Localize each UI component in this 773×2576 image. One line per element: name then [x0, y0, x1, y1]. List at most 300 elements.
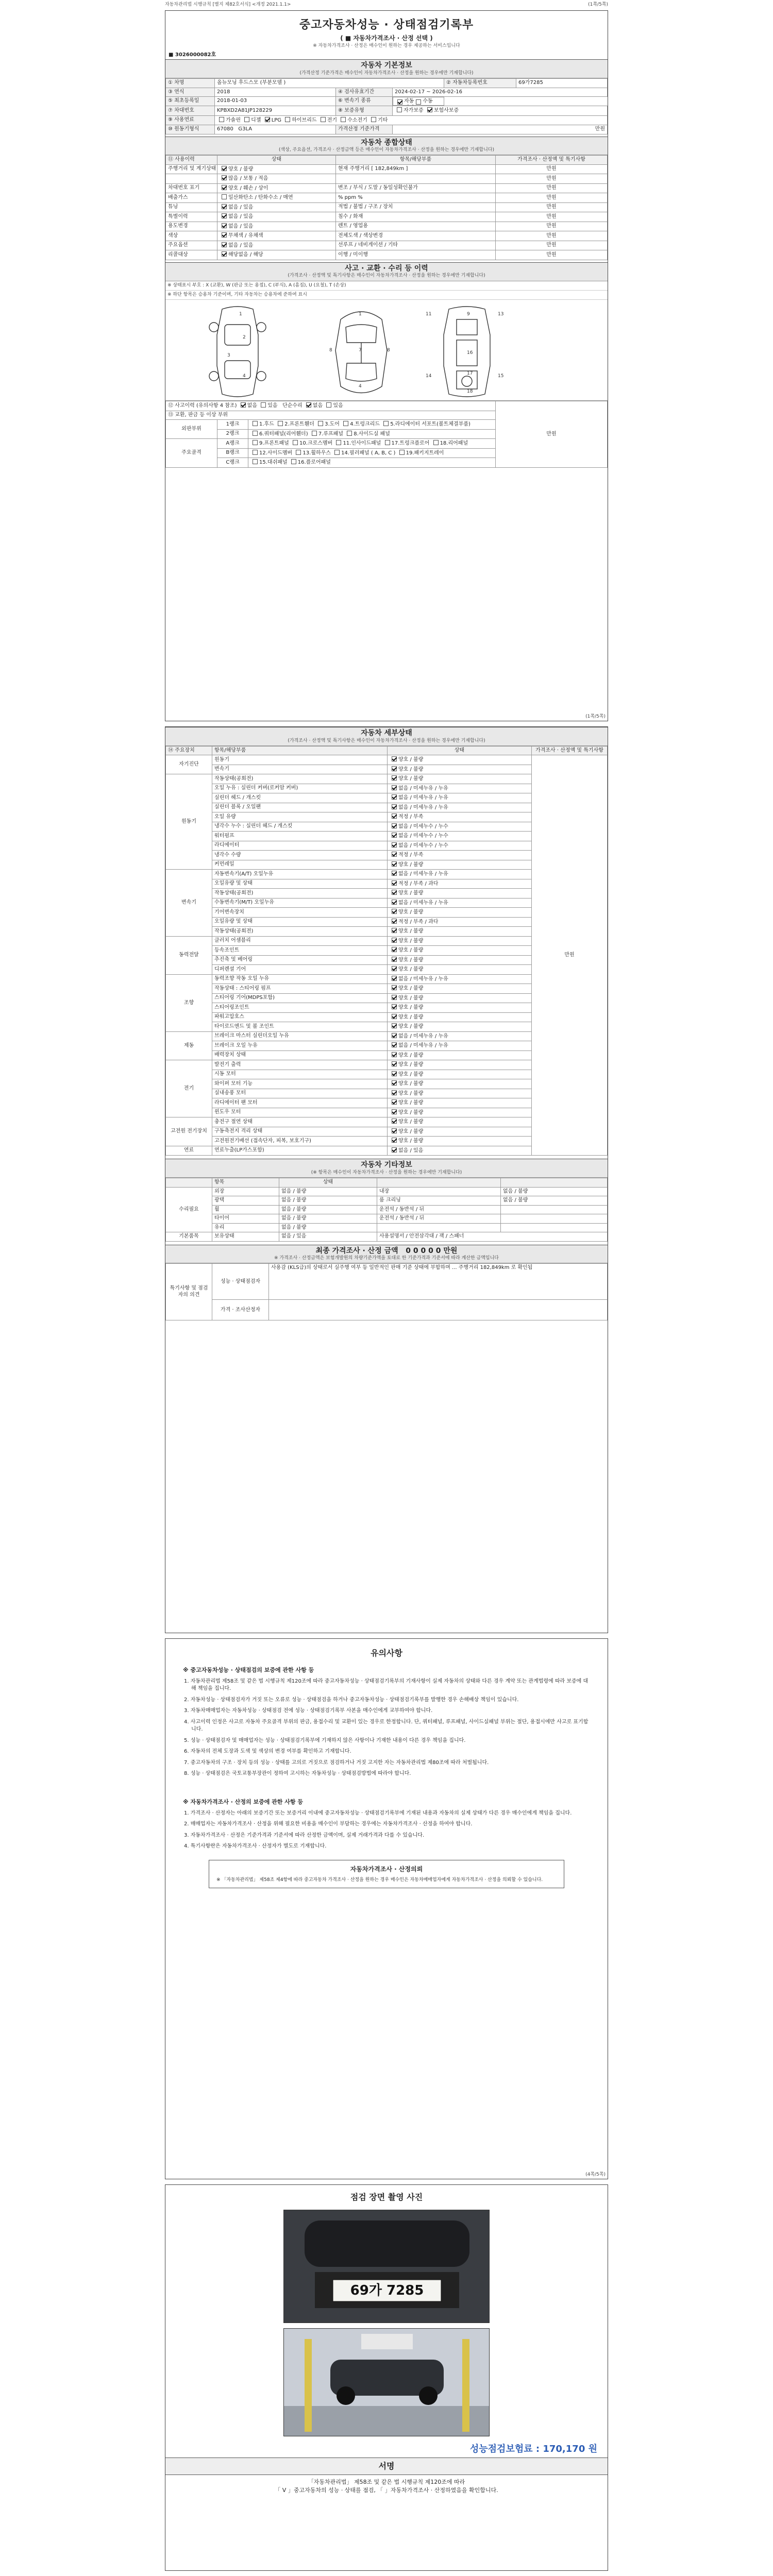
checkbox	[392, 919, 397, 924]
general-status-title: 자동차 종합상태	[361, 138, 412, 147]
detail-price-unit: 만원	[532, 755, 608, 1156]
car-diagram-svg	[165, 300, 608, 401]
general-row-item: 주요옵션	[166, 241, 217, 250]
checkbox	[392, 775, 397, 781]
detail-status	[388, 1117, 532, 1127]
opinion-label: 특기사항 및 점검자의 의견	[166, 1264, 212, 1320]
status-text: 적정 / 부족 / 과다	[398, 880, 439, 887]
svg-text:18: 18	[467, 389, 473, 394]
vin-value: KPBXD2A81JP128229	[215, 106, 336, 116]
svg-text:8: 8	[387, 348, 390, 353]
detail-status	[388, 908, 532, 918]
checkbox	[392, 957, 397, 962]
detail-item: 냉각수 누수 : 실린더 헤드 / 개스킷	[212, 822, 388, 832]
transmission-label: ⑥ 변속기 종류	[336, 97, 393, 106]
checkbox	[296, 450, 301, 455]
checkbox	[383, 421, 389, 426]
detail-item: 실내송풍 모터	[212, 1089, 388, 1098]
status-text: 양호 / 불량	[398, 890, 424, 896]
checkbox	[219, 117, 224, 122]
checkbox	[312, 431, 317, 436]
page-3-number: (4쪽/5쪽)	[585, 2172, 606, 2177]
motor-label: ⑩ 원동기형식	[166, 125, 215, 134]
svg-text:9: 9	[467, 312, 470, 317]
rank-1: 1랭크	[217, 420, 248, 430]
detail-group: 제동	[166, 1031, 212, 1060]
checkbox	[253, 440, 258, 445]
col-status: 상태	[388, 746, 532, 755]
status-text: 양호 / 불량	[228, 166, 254, 172]
checkbox	[399, 450, 405, 455]
detail-item: 추진축 및 베어링	[212, 955, 388, 965]
part: 8.사이드실 패널	[354, 431, 390, 437]
part: 18.리어패널	[440, 440, 468, 446]
status-text: 양호 / 불량	[398, 766, 424, 772]
fuel-label: ⑨ 사용연료	[166, 115, 215, 125]
checkbox	[341, 117, 346, 122]
status-text: 적정 / 부족	[398, 852, 424, 858]
opt: 수소전기	[347, 117, 367, 123]
detail-status	[388, 993, 532, 1003]
checkbox	[392, 938, 397, 943]
price-value: 170,170 원	[543, 2444, 597, 2454]
detail-item: 커먼레일	[212, 860, 388, 870]
opt: 없음	[312, 403, 323, 409]
opt: 전기	[327, 117, 338, 123]
status-text: 양호 / 불량	[398, 947, 424, 954]
general-row-detail: 침수 / 화재	[336, 212, 496, 222]
col-item: 항목/해당부품	[212, 746, 388, 755]
status-text: 양호 / 불량	[398, 1100, 424, 1106]
opt: 수동	[423, 98, 433, 104]
status-text: 양호 / 불량	[398, 757, 424, 763]
period-label: ④ 검사유효기간	[336, 88, 393, 97]
item: 휠	[212, 1205, 279, 1214]
price-unit: 만원	[496, 183, 608, 193]
notice-paragraph: 3. 자동차가격조사 · 산정은 기준가격과 기준서에 따라 산정한 금액이며, 실제 거래가격과 다를 수 있습니다.	[184, 1832, 425, 1838]
checkbox	[433, 440, 439, 445]
checkbox	[222, 175, 227, 180]
detail-status	[388, 774, 532, 784]
detail-item: 라디에이터 팬 모터	[212, 1098, 388, 1108]
checkbox	[392, 823, 397, 828]
vin-label: ⑦ 차대번호	[166, 106, 215, 116]
detail-status	[388, 812, 532, 822]
detail-item: 냉각수 수량	[212, 851, 388, 860]
request-box-title: 자동차가격조사 · 산정의뢰	[350, 1865, 423, 1873]
part: 9.프론트패널	[259, 440, 289, 446]
request-box-text: ※ 「자동차관리법」 제58조 제4항에 따라 중고자동차 가격조사 · 산정을 원하는 경우 매수인은 자동차매매업자에게 자동차가격조사 · 산정을 의뢰할 수 있습니다.	[216, 1877, 543, 1883]
detail-item: 연료누출(LP가스포함)	[212, 1146, 388, 1156]
motor-value: G3LA	[238, 126, 253, 132]
accident-history-label: ⑫ 사고이력 (유의사항 4 참조)	[168, 403, 237, 409]
status-text: 양호 / 불량	[398, 1119, 424, 1125]
detail-status	[388, 1098, 532, 1108]
detail-status	[388, 1108, 532, 1117]
outer-label: 외판부위	[166, 420, 217, 439]
first-reg-value: 2018-01-03	[215, 97, 336, 106]
reg-label: ② 자동차등록번호	[444, 79, 516, 88]
part: 17.트렁크플로어	[391, 440, 430, 446]
detail-status	[388, 1022, 532, 1032]
status-text: 양호 / 훼손 / 상이	[228, 185, 268, 191]
general-status-note: (색상, 주요옵션, 가격조사 · 산정금액 등은 매수인이 자동차가격조사 · 산정을 원하는 경우에만 기재합니다)	[279, 147, 494, 152]
general-row-item	[166, 174, 217, 184]
svg-text:3: 3	[227, 353, 230, 358]
detail-group: 변속기	[166, 870, 212, 937]
detail-status	[388, 870, 532, 879]
col-detail: 항목/해당부품	[336, 156, 496, 165]
svg-text:17: 17	[467, 371, 473, 376]
detail-table	[165, 746, 608, 1156]
checkbox	[222, 166, 227, 171]
status-text: 양호 / 불량	[398, 776, 424, 782]
status-text: 양호 / 불량	[398, 1052, 424, 1058]
checkbox	[397, 99, 402, 105]
part: 16.플로어패널	[297, 460, 331, 465]
detail-status	[388, 1041, 532, 1051]
status-text: 없음 / 있음	[228, 214, 254, 220]
part: 12.사이드멤버	[259, 450, 293, 456]
status-text: 많음 / 보통 / 적음	[228, 176, 268, 182]
status-text: 해당없음 / 해당	[228, 252, 263, 258]
basic-info-title: 자동차 기본정보	[361, 61, 412, 70]
general-row-item: 특별이력	[166, 212, 217, 222]
item: 내장	[377, 1187, 501, 1196]
general-row-status	[217, 183, 336, 193]
notice-paragraph: 6. 자동차의 전체 도장과 도색 및 색상의 변경 여부를 확인하고 기재합니다.	[184, 1749, 351, 1755]
part: 19.패키지트레이	[406, 450, 444, 456]
detail-item: 작동상태(공회전)	[212, 889, 388, 899]
checkbox	[392, 833, 397, 838]
svg-text:1: 1	[359, 312, 362, 317]
detail-item: 오일유량 및 상태	[212, 879, 388, 889]
checkbox	[392, 909, 397, 914]
svg-text:15: 15	[498, 374, 504, 379]
checkbox	[392, 804, 397, 809]
status-text: 없음 / 미세누유 / 누유	[398, 976, 448, 982]
checkbox	[253, 431, 258, 436]
detail-row	[166, 755, 608, 765]
checkbox	[427, 107, 432, 112]
svg-text:11: 11	[426, 312, 432, 317]
status-text: 없음 / 미세누유 / 누유	[398, 1033, 448, 1039]
car-name-label: ① 차명	[166, 79, 215, 88]
item: 유리	[212, 1223, 279, 1232]
general-row-status	[217, 250, 336, 260]
item: 광택	[212, 1196, 279, 1206]
detail-status	[388, 793, 532, 803]
status-text: 없음 / 미세누수 / 누수	[398, 823, 448, 829]
item: 룸 크리닝	[377, 1196, 501, 1206]
checkbox	[285, 117, 290, 122]
checkbox	[241, 402, 246, 408]
general-row-detail: 적법 / 불법 / 구조 / 장치	[336, 202, 496, 212]
checkbox	[321, 117, 326, 122]
opt: 디젤	[251, 117, 261, 123]
part: 2.프론트휀더	[284, 421, 314, 427]
detail-item: 와이퍼 모터 기능	[212, 1079, 388, 1089]
detail-status	[388, 1031, 532, 1041]
year-value: 2018	[215, 88, 336, 97]
svg-text:4: 4	[243, 374, 246, 379]
checkbox	[222, 223, 227, 228]
detail-status	[388, 784, 532, 793]
car-diagram	[165, 300, 608, 401]
accident-history-row	[166, 401, 496, 411]
car-name-value: 올뉴모닝 후드스모 (부분모델 )	[215, 79, 444, 88]
detail-item: 기어변속장치	[212, 908, 388, 918]
detail-status	[388, 1003, 532, 1013]
notice-paragraph: 3. 자동차매매업자는 자동차성능 · 상태점검 전에 성능 · 상태점검기록부 사본을 매수인에게 교부하여야 합니다.	[184, 1708, 433, 1714]
checkbox	[392, 1033, 397, 1038]
form-code: 자동차관리법 시행규칙 [별지 제82호서식] <개정 2021.1.1>	[165, 2, 291, 7]
detail-status	[388, 822, 532, 832]
final-price-header	[165, 1245, 608, 1264]
status-text: 없음 / 미세누유 / 누유	[398, 871, 448, 877]
part: 15.대쉬패널	[259, 460, 288, 465]
price-unit: 만원	[496, 212, 608, 222]
detail-item: 클러치 어셈블리	[212, 936, 388, 946]
detail-item: 실린더 헤드 / 개스킷	[212, 793, 388, 803]
accident-header	[165, 262, 608, 281]
accident-legend-2: ※ 하단 항목은 승용차 기준이며, 기타 자동차는 승용차에 준하여 표시	[165, 291, 608, 300]
col-price: 가격조사 · 산정액 및 특기사항	[532, 746, 608, 755]
status-text: 적정 / 부족	[398, 814, 424, 820]
first-reg-label: ⑤ 최초등록일	[166, 97, 215, 106]
general-row-detail: 선루프 / 네비게이션 / 기타	[336, 241, 496, 250]
detail-status	[388, 917, 532, 927]
detail-group: 고전원 전기장치	[166, 1117, 212, 1146]
detail-status	[388, 984, 532, 994]
detail-item: 워터펌프	[212, 832, 388, 841]
checkbox	[392, 871, 397, 876]
col-status: 상태	[217, 156, 336, 165]
part: 1.후드	[259, 421, 274, 427]
col-price: 가격조사 · 산정액 및 특기사항	[496, 156, 608, 165]
general-row-item: 차대번호 표기	[166, 183, 217, 193]
general-row-status	[217, 193, 336, 203]
checkbox	[334, 450, 340, 455]
detail-status	[388, 1050, 532, 1060]
warranty-label: ⑧ 보증유형	[336, 106, 393, 116]
notice-paragraph: 1. 자동차관리법 제58조 및 같은 법 시행규칙 제120조에 따라 중고자동차성능 · 상태점검기록부의 기재사항이 실제 자동차의 상태와 다른 경우 계약 또는 관계법령에 따라 보증에 대해 책임을 집니다.	[184, 1678, 589, 1692]
checkbox	[222, 232, 227, 238]
detail-status	[388, 965, 532, 975]
svg-text:4: 4	[359, 384, 362, 389]
detail-status	[388, 1137, 532, 1146]
opinion-text: 사용감 (KLS급)의 상태로서 실주행 여부 등 일반적인 판매 기준 상태에 부합하며 ... 주행거리 182,849km 로 확인됨	[269, 1264, 608, 1300]
checkbox	[222, 242, 227, 247]
price-unit: 만원	[496, 250, 608, 260]
notice-paragraph: 5. 성능 · 상태점검자 및 매매업자는 성능 · 상태점검기록부에 기재하지 않은 사항이나 기재한 내용이 다른 경우 책임을 집니다.	[184, 1737, 466, 1743]
motor-cell	[215, 125, 336, 134]
col-item: ⑪ 사용이력	[166, 156, 217, 165]
accident-table	[165, 401, 608, 468]
general-row-detail: % ppm %	[336, 193, 496, 203]
status: 없음 / 불량	[279, 1196, 377, 1206]
status: 없음 / 불량	[279, 1205, 377, 1214]
price-unit: 만원	[496, 231, 608, 241]
opt: 가솔린	[226, 117, 241, 123]
notice-subheading-1: ※ 중고자동차성능 · 상태점검의 보증에 관한 사항 등	[183, 1667, 314, 1673]
col-status: 상태	[279, 1178, 377, 1188]
status-text: 양호 / 불량	[398, 1138, 424, 1144]
detail-group: 전기	[166, 1060, 212, 1117]
status	[501, 1214, 608, 1224]
status	[501, 1223, 608, 1232]
base-price-label: 가격산정 기준가격	[336, 125, 393, 134]
transmission-options	[393, 97, 444, 106]
reg-value: 69가7285	[516, 79, 608, 88]
status-text: 무채색 / 유채색	[228, 233, 263, 239]
year-label: ③ 연식	[166, 88, 215, 97]
opt: 자가보증	[404, 108, 424, 113]
svg-text:14: 14	[426, 374, 432, 379]
checkbox	[326, 402, 331, 408]
detail-item: 작동상태(공회전)	[212, 774, 388, 784]
status-text: 양호 / 불량	[398, 1005, 424, 1011]
frame-label: 주요골격	[166, 439, 217, 468]
checkbox	[392, 1099, 397, 1105]
checkbox	[392, 785, 397, 790]
detail-item: 작동상태(공회전)	[212, 927, 388, 937]
svg-text:1: 1	[239, 312, 242, 317]
basic-info-table	[165, 78, 608, 134]
final-price-title	[165, 1247, 608, 1256]
detail-header	[165, 727, 608, 746]
request-box	[209, 1860, 564, 1889]
group-label: 수리필요	[166, 1187, 212, 1232]
detail-item: 브레이크 마스터 실린더오일 누유	[212, 1031, 388, 1041]
checkbox	[347, 431, 352, 436]
checkbox	[392, 842, 397, 848]
checkbox	[222, 194, 227, 199]
general-row-item: 색상	[166, 231, 217, 241]
part: 6.쿼터패널(리어휀더)	[259, 431, 308, 437]
checkbox	[318, 421, 323, 426]
simple-repair-label: 단순수리	[282, 403, 303, 409]
detail-item: 브레이크 오일 누유	[212, 1041, 388, 1051]
warranty-options	[393, 106, 608, 116]
page-3	[165, 1638, 608, 2179]
detail-status	[388, 860, 532, 870]
part: 3.도어	[325, 421, 340, 427]
detail-status	[388, 1146, 532, 1156]
status-text: 없음 / 미세누수 / 누수	[398, 842, 448, 849]
detail-item: 스티어링 기어(MDPS포함)	[212, 993, 388, 1003]
opt: 기타	[378, 117, 388, 123]
general-row-item: 배출가스	[166, 193, 217, 203]
checkbox	[336, 440, 341, 445]
detail-item: 발전기 출력	[212, 1060, 388, 1070]
notice-section	[165, 1639, 608, 1902]
status-text: 없음 / 미세누유 / 누유	[398, 795, 448, 801]
title-note: ※ 자동차가격조사 · 산정은 매수인이 원하는 경우 제공하는 서비스입니다	[313, 43, 460, 48]
detail-status	[388, 1012, 532, 1022]
item	[377, 1223, 501, 1232]
title-sub: ( ■ 자동차가격조사 · 산정 선택 )	[340, 34, 433, 42]
status: 없음 / 불량	[279, 1223, 377, 1232]
status-text: 없음 / 있음	[398, 1147, 424, 1154]
col-main: ⑭ 주요장치	[166, 746, 212, 755]
detail-item: 스티어링조인트	[212, 1003, 388, 1013]
checkbox	[343, 421, 348, 426]
final-table	[165, 1263, 608, 1320]
part: 5.라디에이터 서포트(볼트체결부품)	[390, 421, 470, 427]
checkbox	[392, 1109, 397, 1114]
general-row-item: 용도변경	[166, 222, 217, 231]
item: 사용설명서 / 안전삼각대 / 잭 / 스패너	[377, 1232, 608, 1242]
detail-item: 자동변속기(A/T) 오일누유	[212, 870, 388, 879]
status-text: 양호 / 불량	[398, 1024, 424, 1030]
status	[501, 1205, 608, 1214]
perf-checker-label: 성능 · 상태점검자	[212, 1264, 269, 1300]
detail-status	[388, 936, 532, 946]
detail-group: 조향	[166, 974, 212, 1031]
detail-status	[388, 946, 532, 956]
status-text: 없음 / 미세누유 / 누유	[398, 785, 448, 791]
detail-group: 원동기	[166, 774, 212, 870]
detail-item: 실린더 블록 / 오일팬	[212, 803, 388, 812]
detail-item: 원동기	[212, 755, 388, 765]
checkbox	[392, 1118, 397, 1124]
front-photo	[283, 2210, 490, 2323]
detail-item: 배력장치 상태	[212, 1050, 388, 1060]
notice-paragraph: 2. 매매업자는 자동차가격조사 · 산정을 위해 필요한 비용을 매수인이 부담하는 경우에는 자동차가격조사 · 산정을 하여야 합니다.	[184, 1821, 473, 1827]
checkbox	[385, 440, 390, 445]
checkbox	[392, 1080, 397, 1086]
item: 운전석 / 동반석 / 뒤	[377, 1214, 501, 1224]
detail-status	[388, 803, 532, 812]
notice-title: 유의사항	[371, 1648, 402, 1658]
rank-a-items	[248, 439, 496, 449]
price-unit: 만원	[496, 202, 608, 212]
checkbox	[392, 1128, 397, 1133]
checkbox	[253, 421, 258, 426]
checkbox	[306, 402, 311, 408]
notice-paragraph: 2. 자동차성능 · 상태점검자가 거짓 또는 오류로 성능 · 상태점검을 하거나 중고자동차성능 · 상태점검기록부를 발행한 경우 손해배상 책임이 있습니다.	[184, 1697, 519, 1703]
opt: 있음	[267, 403, 278, 409]
col-item: 항목	[212, 1178, 279, 1188]
price-unit: 만원	[496, 193, 608, 203]
part: 7.루프패널	[318, 431, 343, 437]
checkbox	[392, 928, 397, 933]
detail-item: 라디에이터	[212, 841, 388, 851]
accident-price-unit: 만원	[496, 401, 608, 468]
svg-text:13: 13	[498, 312, 504, 317]
general-row-status	[217, 174, 336, 184]
opt: LPG	[271, 117, 282, 123]
part: 4.트렁크리드	[350, 421, 380, 427]
detail-status	[388, 1127, 532, 1137]
checkbox	[392, 766, 397, 771]
general-status-header	[165, 137, 608, 156]
detail-status	[388, 974, 532, 984]
general-row-detail: 이행 / 미이행	[336, 250, 496, 260]
status-text: 양호 / 불량	[398, 957, 424, 963]
detail-status	[388, 1070, 532, 1079]
notice-subheading-2: ※ 자동차가격조사 · 산정의 보증에 관한 사항 등	[183, 1798, 303, 1805]
mileage-short: 67080	[217, 126, 233, 132]
status-text: 양호 / 불량	[398, 1128, 424, 1134]
price-unit: 만원	[496, 164, 608, 174]
detail-item: 동력조향 작동 오일 누유	[212, 974, 388, 984]
status: 없음 / 불량	[279, 1187, 377, 1196]
svg-text:2: 2	[243, 335, 246, 340]
status-text: 양호 / 불량	[398, 1090, 424, 1096]
detail-item: 구동축전지 격리 상태	[212, 1127, 388, 1137]
